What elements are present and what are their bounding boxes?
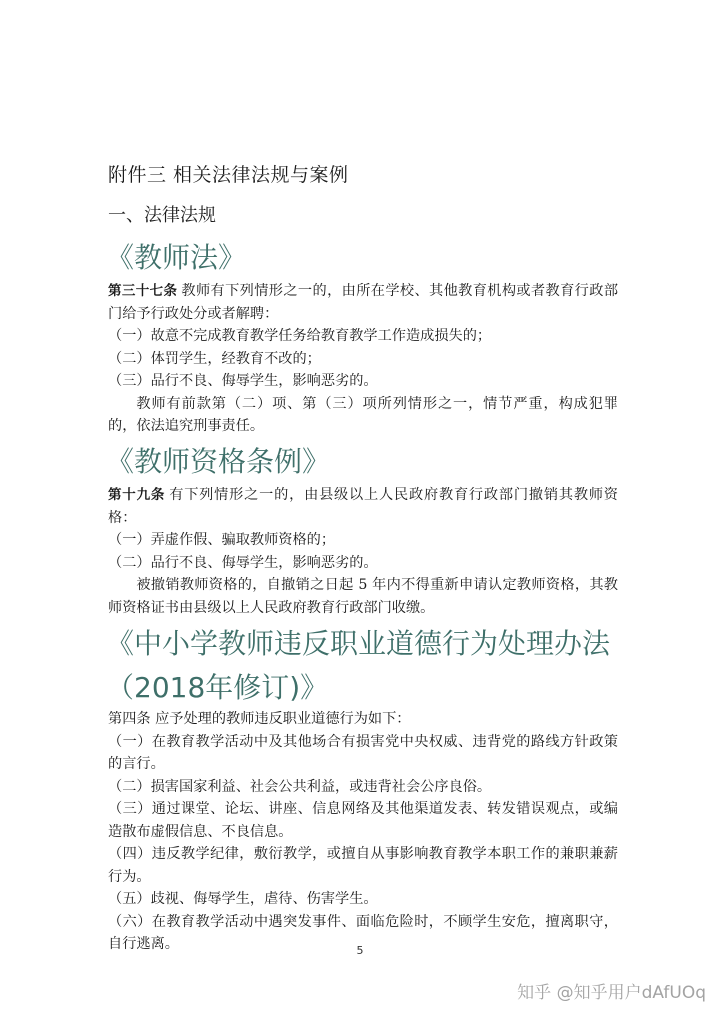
- law-block-ethics-violation-measures: [108, 708, 618, 956]
- law-title-teacher-qualification-regulations: 《教师资格条例》: [106, 445, 331, 478]
- article-paragraph: [108, 280, 618, 325]
- article-item: （三）品行不良、侮辱学生，影响恶劣的。: [108, 373, 378, 389]
- article-item: （四）违反教学纪律，敷衍教学，或擅自从事影响教育教学本职工作的兼职兼薪行为。: [108, 846, 618, 885]
- page-number: 5: [356, 944, 364, 957]
- appendix-title: 附件三 相关法律法规与案例: [108, 164, 349, 186]
- article-item: （二）体罚学生，经教育不改的；: [108, 350, 321, 367]
- article-closing: 教师有前款第（二）项、第（三）项所列情形之一，情节严重，构成犯罪的，依法追究刑事责任。: [108, 395, 618, 434]
- article-item: （一）在教育教学活动中及其他场合有损害党中央权威、违背党的路线方针政策的言行。: [108, 733, 618, 772]
- article-item: （一）弄虚作假、骗取教师资格的；: [108, 532, 336, 548]
- law-title-teachers-law: 《教师法》: [106, 241, 247, 274]
- article-item: （二）品行不良、侮辱学生，影响恶劣的。: [108, 554, 378, 571]
- article-item: （五）歧视、侮辱学生，虐待、伤害学生。: [108, 891, 378, 907]
- law-title-ethics-violation-measures: 《中小学教师违反职业道德行为处理办法（2018年修订)》: [106, 627, 611, 704]
- article-item: （三）通过课堂、论坛、讲座、信息网络及其他渠道发表、转发错误观点，或编造散布虚假信息、不良信息。: [108, 801, 618, 840]
- law-block-teacher-qualification-regulations: [108, 484, 618, 619]
- article-closing: 被撤销教师资格的，自撤销之日起 5 年内不得重新申请认定教师资格，其教师资格证书由县级以上人民政府教育行政部门收缴。: [108, 577, 618, 616]
- article-item: （六）在教育教学活动中遇突发事件、面临危险时，不顾学生安危，擅离职守，自行逃离。: [108, 913, 618, 952]
- watermark: 知乎 @知乎用户dAfUOq: [517, 983, 706, 1003]
- law-block-teachers-law: [108, 280, 618, 438]
- article-number: 第三十七条: [108, 283, 178, 299]
- article-intro: 第四条 应予处理的教师违反职业道德行为如下：: [108, 711, 411, 727]
- article-intro: 有下列情形之一的，由县级以上人民政府教育行政部门撤销其教师资格：: [108, 487, 618, 526]
- article-paragraph: [108, 484, 618, 529]
- article-intro: 教师有下列情形之一的，由所在学校、其他教育机构或者教育行政部门给予行政处分或者解聘：: [108, 283, 619, 322]
- article-item: （一）故意不完成教育教学任务给教育教学工作造成损失的；: [108, 328, 492, 344]
- section-title: 一、法律法规: [108, 205, 216, 226]
- article-number: 第十九条: [108, 487, 166, 503]
- article-item: （二）损害国家利益、社会公共利益，或违背社会公序良俗。: [108, 778, 492, 795]
